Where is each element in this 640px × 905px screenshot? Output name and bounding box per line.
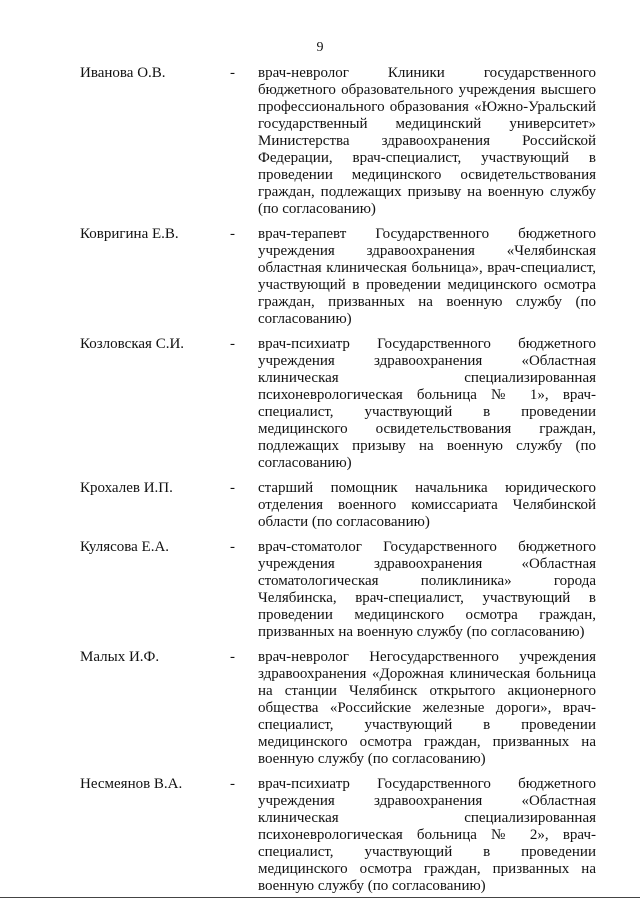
member-name: Малых И.Ф. [80, 649, 160, 665]
member-name: Крохалев И.П. [80, 480, 173, 496]
bottom-divider [0, 897, 640, 898]
dash-separator: - [230, 226, 235, 242]
list-item [78, 539, 596, 641]
member-description: врач-психиатр Государственного бюджетного учреждения здравоохранения «Областная клиническая специализированная психоневрологическая больница № 1», врач-специалист, участвующий в проведении медицинского освидетельствования граждан, подлежащих призыву на военную службу (по согласованию) [258, 336, 596, 471]
member-description: врач-терапевт Государственного бюджетного учреждения здравоохранения «Челябинская областная клиническая больница», врач-специалист, участвующий в проведении медицинского осмотра граждан, призванных на военную службу (по согласованию) [258, 226, 596, 327]
member-name: Козловская С.И. [80, 336, 185, 352]
list-item [78, 226, 596, 328]
member-description: старший помощник начальника юридического отделения военного комиссариата Челябинской области (по согласованию) [258, 480, 596, 530]
dash-separator: - [230, 65, 235, 81]
dash-separator: - [230, 539, 235, 555]
member-description: врач-стоматолог Государственного бюджетного учреждения здравоохранения «Областная стоматологическая поликлиника» города Челябинска, врач-специалист, участвующий в проведении медицинского осмотра граждан, призванных на военную службу (по согласованию) [258, 539, 596, 640]
member-name: Ковригина Е.В. [80, 226, 179, 242]
dash-separator: - [230, 649, 235, 665]
member-name: Несмеянов В.А. [80, 776, 183, 792]
list-item [78, 65, 596, 218]
dash-separator: - [230, 776, 235, 792]
list-item [78, 480, 596, 531]
member-description: врач-невролог Негосударственного учреждения здравоохранения «Дорожная клиническая больница на станции Челябинск открытого акционерного общества «Российские железные дороги», врач-специалист, участвующий в проведении медицинского осмотра граждан, призванных на военную службу (по согласованию) [258, 649, 596, 767]
dash-separator: - [230, 480, 235, 496]
list-item [78, 649, 596, 768]
list-item [78, 336, 596, 472]
member-description: врач-психиатр Государственного бюджетного учреждения здравоохранения «Областная клиническая специализированная психоневрологическая больница № 2», врач-специалист, участвующий в проведении медицинского осмотра граждан, призванных на военную службу (по согласованию) [258, 776, 596, 894]
member-list [78, 65, 596, 903]
list-item [78, 776, 596, 895]
member-name: Кулясова Е.А. [80, 539, 170, 555]
member-description: врач-невролог Клиники государственного бюджетного образовательного учреждения высшего профессионального образования «Южно-Уральский государственный медицинский университет» Министерства здравоохранения Российской Федерации, врач-специалист, участвующий в проведении медицинского освидетельствования граждан, подлежащих призыву на военную службу (по согласованию) [258, 65, 596, 217]
member-name: Иванова О.В. [80, 65, 166, 81]
page-number: 9 [316, 40, 324, 55]
dash-separator: - [230, 336, 235, 352]
